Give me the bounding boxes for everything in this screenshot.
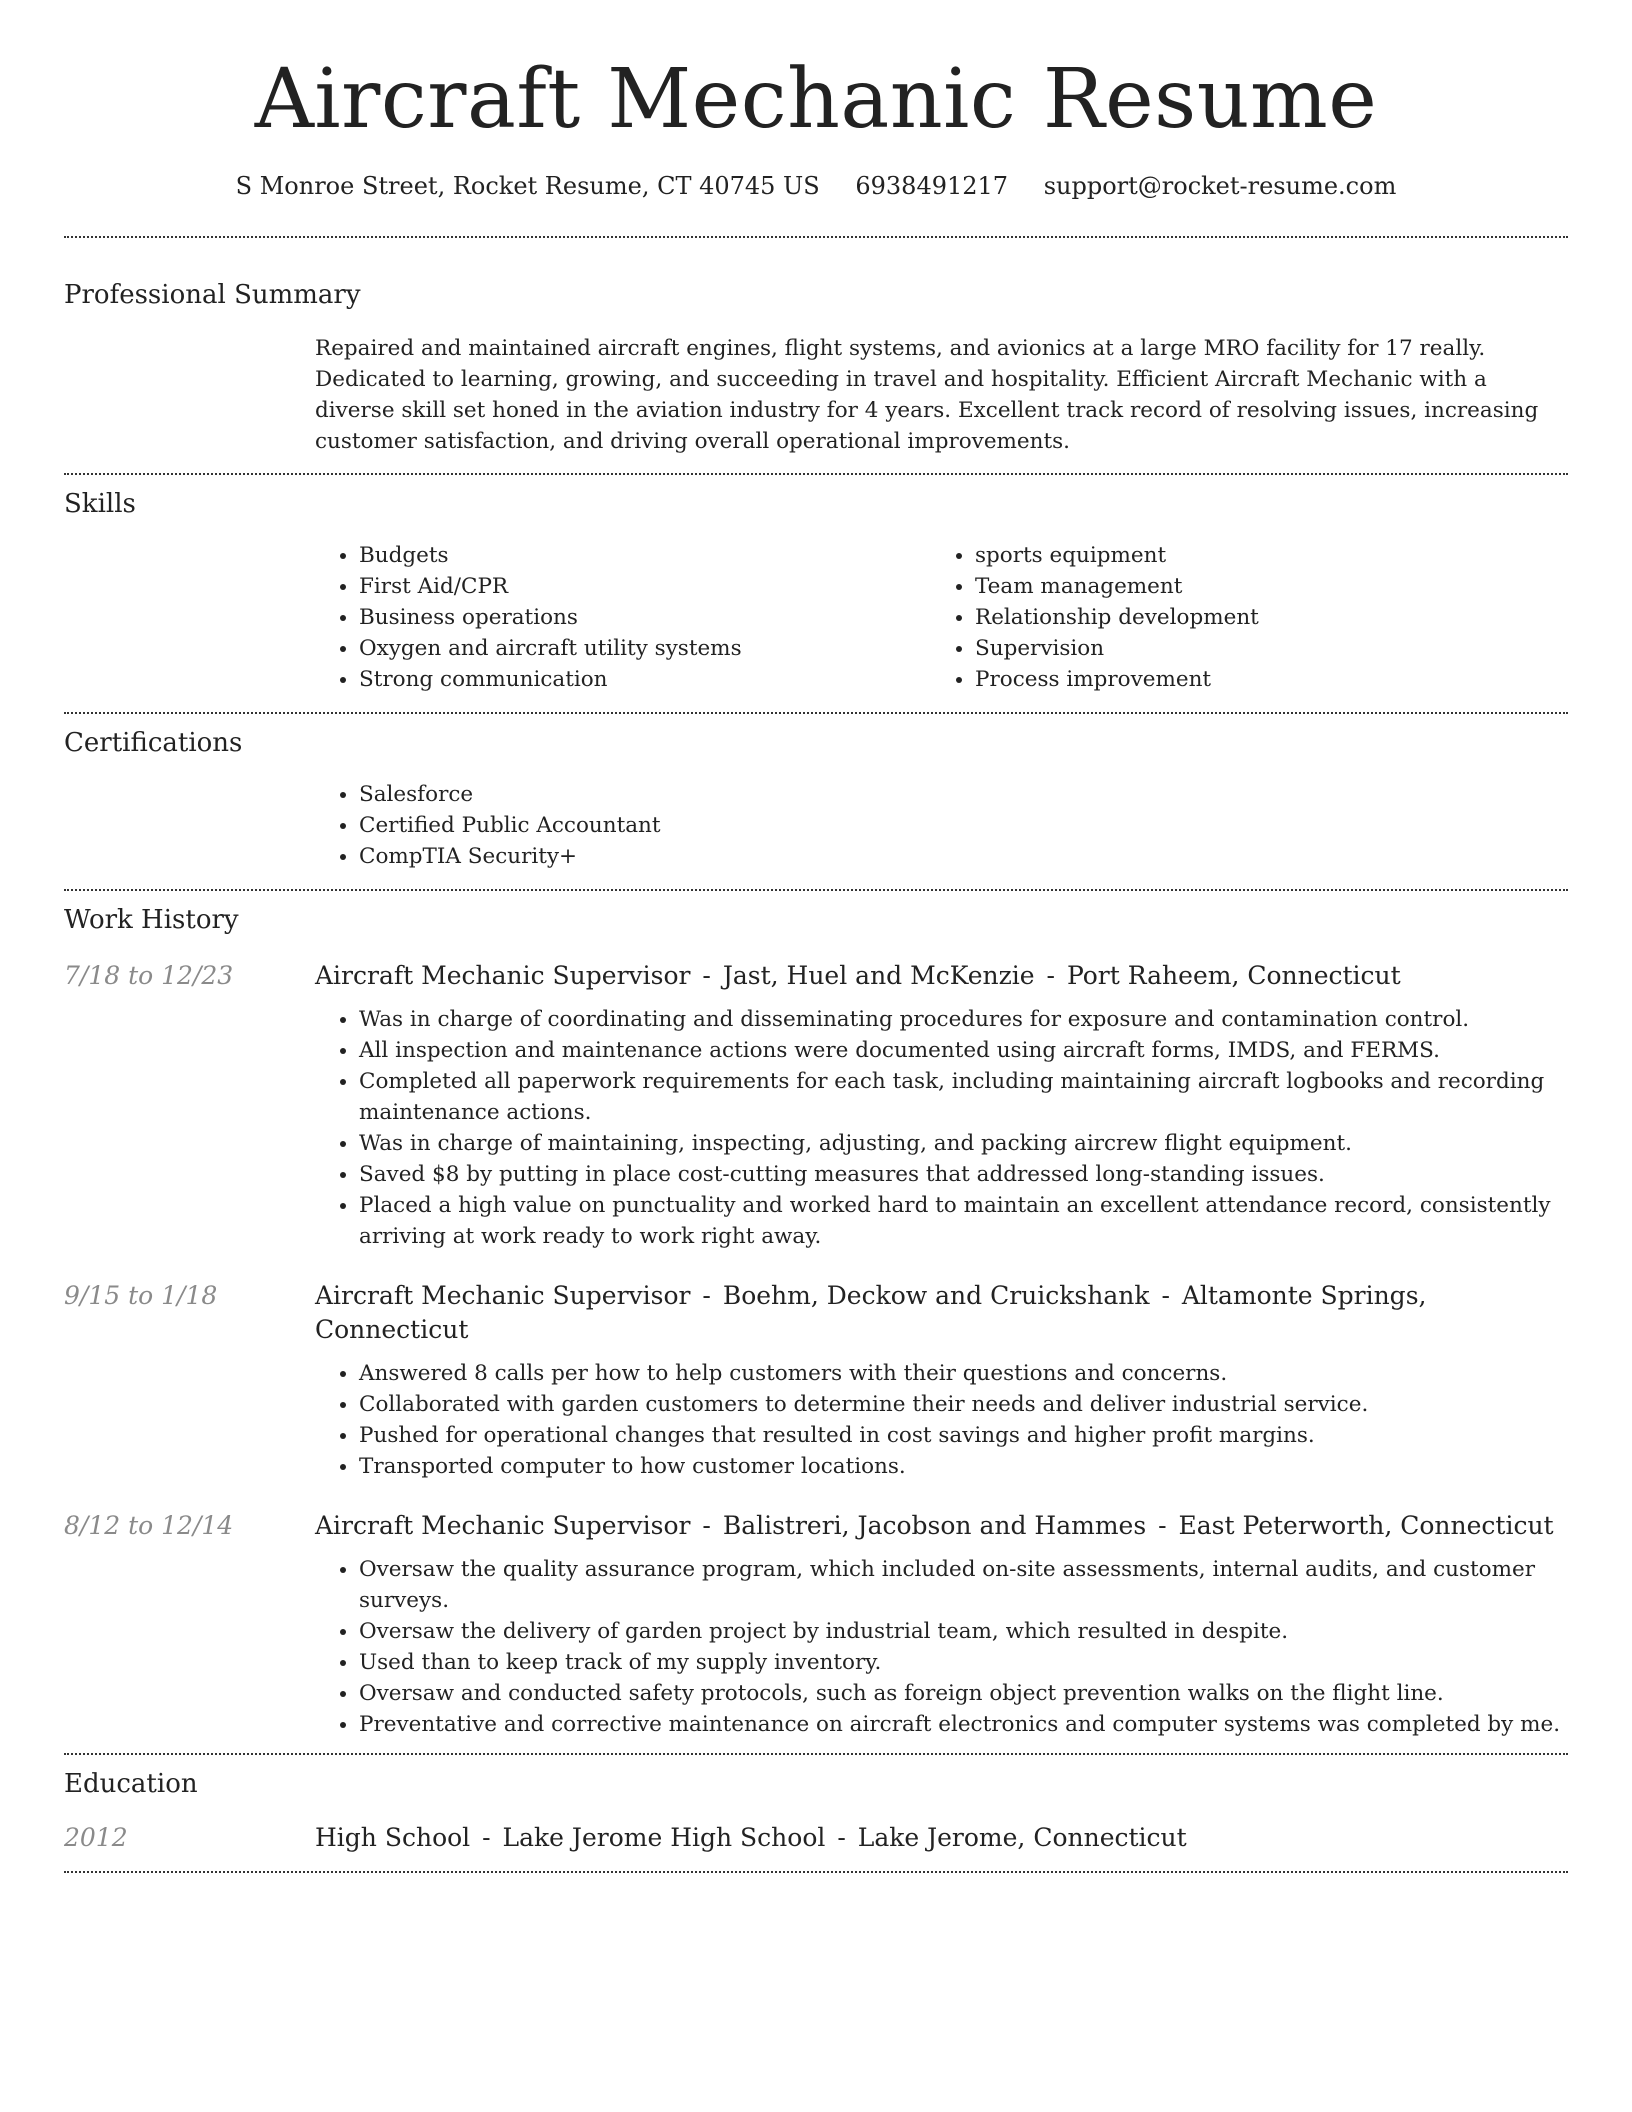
job-role: Aircraft Mechanic Supervisor [315, 961, 691, 990]
skill-item: • Process improvement [975, 664, 1547, 695]
certifications-section [64, 714, 1568, 889]
summary-heading: Professional Summary [64, 280, 361, 310]
skill-item: • Business operations [359, 602, 931, 633]
job-entry [64, 1279, 1568, 1482]
job-heading [315, 1509, 1568, 1543]
education-date: 2012 [64, 1823, 128, 1852]
skills-columns [315, 540, 1568, 695]
job-separator: - [694, 1511, 719, 1540]
work-history-heading: Work History [64, 905, 239, 935]
job-bullet: • Preventative and corrective maintenance on aircraft electronics and computer systems was completed by me. [359, 1709, 1568, 1740]
skill-item: • Team management [975, 571, 1547, 602]
skills-list-right [931, 540, 1547, 695]
summary-text: Repaired and maintained aircraft engines, flight systems, and avionics at a large MRO facility for 17 really. Dedicated to learning, growing, and succeeding in travel and hospitality. Efficient Aircraft Mechanic with a diverse skill set honed in the aviation industry for 4 years. Excellent track record of resolving issues, increasing customer satisfaction, and driving overall operational improvements. [315, 336, 1539, 454]
education-location: Lake Jerome, Connecticut [857, 1823, 1187, 1852]
job-company: Jast, Huel and McKenzie [722, 961, 1035, 990]
job-separator: - [1153, 1281, 1178, 1310]
certifications-content [315, 779, 1568, 872]
job-separator: - [694, 961, 719, 990]
job-role: Aircraft Mechanic Supervisor [315, 1281, 691, 1310]
education-entry [64, 1821, 1568, 1855]
certification-item: • Certified Public Accountant [359, 810, 1568, 841]
resume-title: Aircraft Mechanic Resume [254, 52, 1378, 147]
job-location: Altamonte Springs, Connecticut [315, 1281, 1427, 1344]
work-history-section [64, 891, 1568, 1753]
job-heading [315, 959, 1568, 993]
job-role: Aircraft Mechanic Supervisor [315, 1511, 691, 1540]
skills-section [64, 475, 1568, 712]
contact-phone: 6938491217 [855, 172, 1009, 200]
skills-column-right [931, 540, 1547, 695]
skill-item: • Budgets [359, 540, 931, 571]
job-entry [64, 959, 1568, 1252]
summary-section [64, 238, 1568, 473]
skill-item: • First Aid/CPR [359, 571, 931, 602]
job-details [315, 1004, 1568, 1252]
education-separator: - [474, 1823, 499, 1852]
job-separator: - [694, 1281, 719, 1310]
section-divider [64, 1871, 1568, 1873]
job-bullets [315, 1004, 1568, 1252]
contact-address: S Monroe Street, Rocket Resume, CT 40745 US [235, 172, 820, 200]
skill-item: • Oxygen and aircraft utility systems [359, 633, 931, 664]
contact-line [64, 170, 1568, 202]
job-bullet: • Transported computer to how customer locations. [359, 1451, 1568, 1482]
education-school: Lake Jerome High School [502, 1823, 826, 1852]
job-bullet: • Was in charge of coordinating and disseminating procedures for exposure and contamination control. [359, 1004, 1568, 1035]
education-heading-line [315, 1821, 1568, 1855]
job-company: Boehm, Deckow and Cruickshank [722, 1281, 1150, 1310]
job-date: 9/15 to 1/18 [64, 1281, 218, 1310]
certification-item: • Salesforce [359, 779, 1568, 810]
job-heading [315, 1279, 1568, 1347]
resume-header [64, 0, 1568, 202]
job-bullet: • Oversaw the quality assurance program, which included on-site assessments, internal audits, and customer surveys. [359, 1554, 1568, 1616]
job-entry [64, 1509, 1568, 1740]
certifications-list [315, 779, 1568, 872]
job-bullet: • Collaborated with garden customers to determine their needs and deliver industrial service. [359, 1389, 1568, 1420]
certifications-heading: Certifications [64, 728, 243, 758]
job-bullet: • Saved $8 by putting in place cost-cutting measures that addressed long-standing issues. [359, 1159, 1568, 1190]
education-separator: - [829, 1823, 854, 1852]
job-bullet: • Placed a high value on punctuality and worked hard to maintain an excellent attendance record, consistently arriving at work ready to work right away. [359, 1190, 1568, 1252]
skill-item: • Strong communication [359, 664, 931, 695]
job-bullet: • Answered 8 calls per how to help customers with their questions and concerns. [359, 1358, 1568, 1389]
skill-item: • Relationship development [975, 602, 1547, 633]
skill-item: • sports equipment [975, 540, 1547, 571]
education-section [64, 1755, 1568, 1871]
job-date: 8/12 to 12/14 [64, 1511, 234, 1540]
job-details [315, 1554, 1568, 1740]
job-location: Port Raheem, Connecticut [1066, 961, 1401, 990]
skills-list-left [315, 540, 931, 695]
job-bullet: • Oversaw the delivery of garden project by industrial team, which resulted in despite. [359, 1616, 1568, 1647]
job-bullet: • Used than to keep track of my supply inventory. [359, 1647, 1568, 1678]
job-separator: - [1150, 1511, 1175, 1540]
certification-item: • CompTIA Security+ [359, 841, 1568, 872]
job-bullet: • All inspection and maintenance actions were documented using aircraft forms, IMDS, and FERMS. [359, 1035, 1568, 1066]
skills-heading: Skills [64, 489, 136, 519]
job-details [315, 1358, 1568, 1482]
education-heading: Education [64, 1769, 198, 1799]
job-bullets [315, 1554, 1568, 1740]
job-separator: - [1038, 961, 1063, 990]
job-date: 7/18 to 12/23 [64, 961, 234, 990]
job-bullet: • Pushed for operational changes that resulted in cost savings and higher profit margins. [359, 1420, 1568, 1451]
job-location: East Peterworth, Connecticut [1178, 1511, 1554, 1540]
skill-item: • Supervision [975, 633, 1547, 664]
job-bullets [315, 1358, 1568, 1482]
job-bullet: • Completed all paperwork requirements for each task, including maintaining aircraft logbooks and recording maintenance actions. [359, 1066, 1568, 1128]
skills-column-left [315, 540, 931, 695]
education-degree: High School [315, 1823, 471, 1852]
job-company: Balistreri, Jacobson and Hammes [722, 1511, 1147, 1540]
job-bullet: • Was in charge of maintaining, inspecting, adjusting, and packing aircrew flight equipment. [359, 1128, 1568, 1159]
contact-email: support@rocket-resume.com [1043, 172, 1397, 200]
job-bullet: • Oversaw and conducted safety protocols, such as foreign object prevention walks on the flight line. [359, 1678, 1568, 1709]
